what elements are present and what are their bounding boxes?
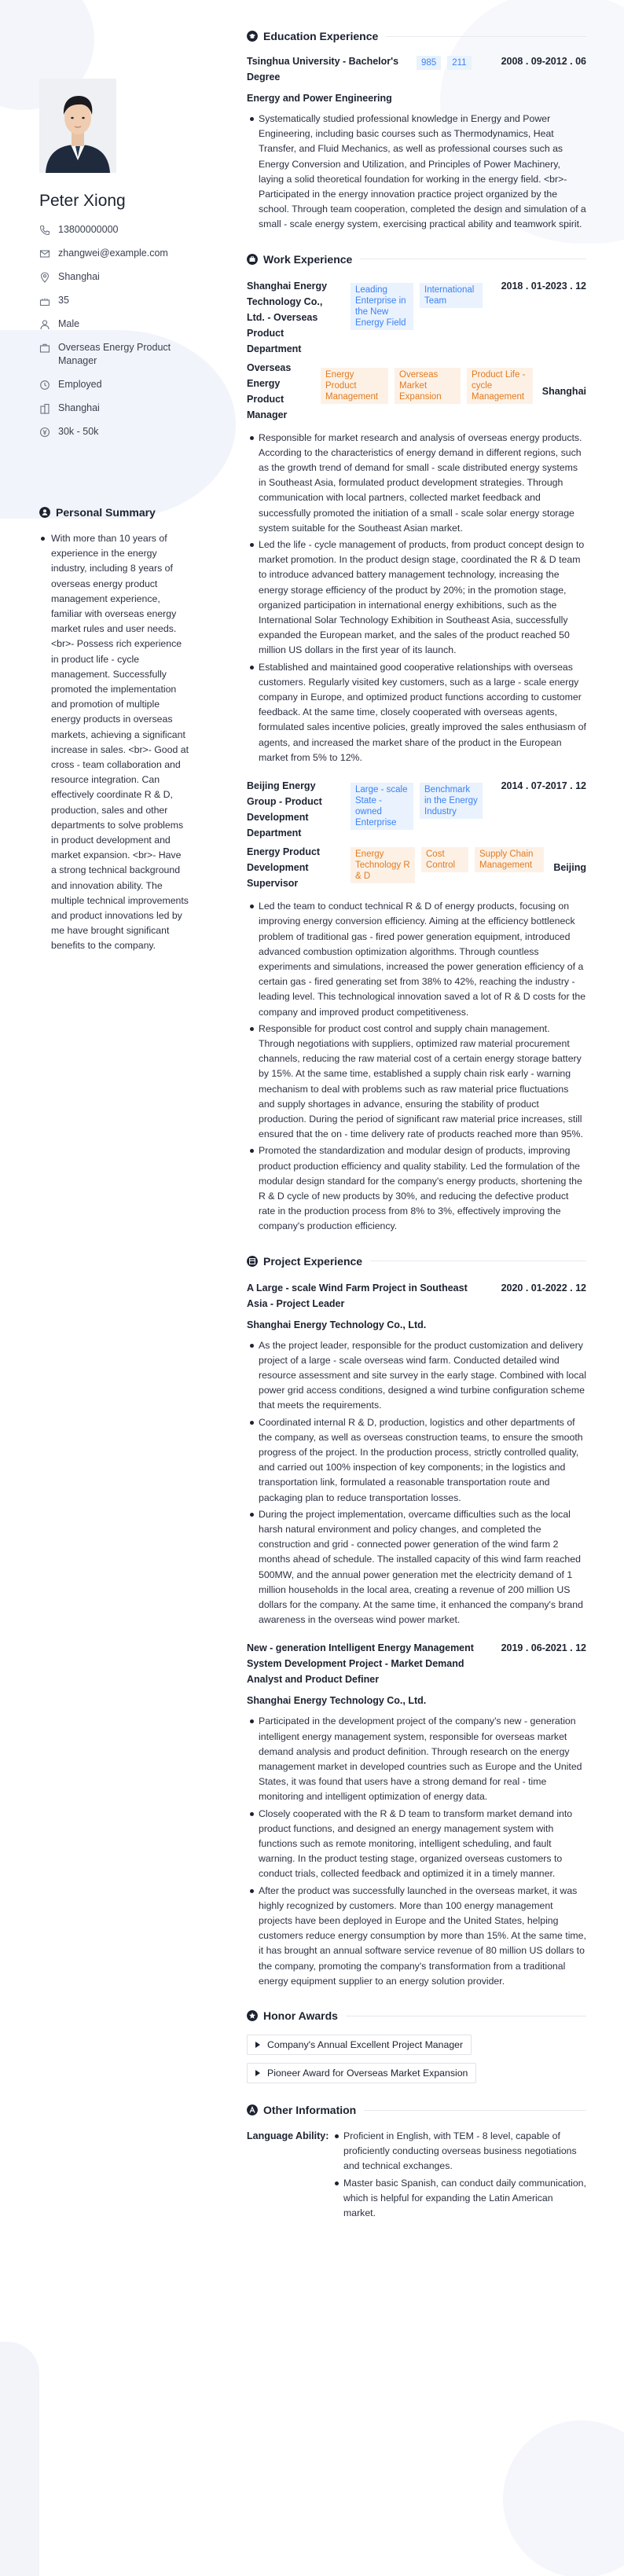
contact-phone: [39, 223, 189, 237]
language-ability: [247, 2129, 586, 2222]
major: Energy and Power Engineering: [247, 93, 392, 104]
triangle-icon: [255, 2042, 260, 2048]
company-tag: Benchmark in the Energy Industry: [420, 783, 483, 819]
salary-icon: [39, 427, 50, 438]
project-icon: [247, 1256, 258, 1267]
phone-icon: [39, 225, 50, 236]
project-date: 2019 . 06-2021 . 12: [501, 1642, 586, 1654]
section-title: Honor Awards: [247, 2009, 338, 2022]
project-org: Shanghai Energy Technology Co., Ltd.: [247, 1695, 427, 1707]
contact-text: 35: [58, 295, 69, 306]
contact-gender: [39, 317, 189, 331]
contact-text: zhangwei@example.com: [58, 248, 168, 259]
award-item: Company's Annual Excellent Project Manager: [247, 2035, 472, 2055]
project-bullet: Participated in the development project of the company's new - generation intelligent energy management system, responsible for overseas market demand analysis and product definition. Through research on the energy management market in developed countries such as Europe and the United States, it was found that users have a strong demand for real - time monitoring and intelligent optimization of energy data.: [247, 1714, 586, 1804]
candidate-name: Peter Xiong: [39, 192, 126, 210]
contact-text: 30k - 50k: [58, 426, 99, 437]
role-tag: Overseas Market Expansion: [395, 368, 461, 404]
triangle-icon: [255, 2070, 260, 2076]
contact-status: [39, 378, 189, 391]
avatar: [39, 79, 116, 173]
gender-icon: [39, 319, 50, 330]
project-bullet: As the project leader, responsible for the product customization and delivery project of a large - scale overseas wind farm. Conducted detailed wind resource assessment and site survey in the early stage. Combined with local power grid access conditions, designed a wind turbine configuration scheme that meets the requirements.: [247, 1338, 586, 1414]
info-label: Language Ability:: [247, 2130, 329, 2142]
city-icon: [39, 403, 50, 414]
project-date: 2020 . 01-2022 . 12: [501, 1282, 586, 1294]
job-bullet: Responsible for product cost control and supply chain management. Through negotiations with suppliers, optimized raw material procurement channels, reducing the raw material cost of a certain energy storage battery by 15%. At the same time, established a supply chain risk early - warning mechanism to deal with problems such as raw material price fluctuations and supply shortages in advance, ensuring the stability of product production. During the period of significant raw material price increases, still ensured that the on - time delivery rate of products reached more than 95%.: [247, 1022, 586, 1143]
contact-age: [39, 294, 189, 307]
section-title: Education Experience: [247, 30, 378, 42]
education-description: Systematically studied professional knowledge in Energy and Power Engineering, including basic courses such as Thermodynamics, Heat Transfer, and Fluid Mechanics, as well as professional courses such as Energy Conversion and Utilization, and Principles of Power Machinery, laying a solid theoretical foundation for working in the energy field. <br>- Participated in the energy innovation practice project organized by the school. Through team cooperation, completed the design and simulation of a small - scale energy system, exercising practical ability and teamwork spirit.: [247, 112, 586, 233]
section-title: Project Experience: [247, 1255, 362, 1268]
contact-list: [39, 223, 189, 449]
other-section: [247, 2104, 586, 2222]
contact-text: 13800000000: [58, 224, 119, 235]
job-bullet: Established and maintained good cooperative relationships with overseas customers. Regularly visited key customers, such as a large - scale energy company in Europe, and optimized product functions according to customer feedback. At the same time, closely cooperated with overseas agents, formulated sales incentive policies, greatly improved the sales enthusiasm of agents, and increased the market share of the product in the European market from 5% to 12%.: [247, 660, 586, 765]
job-bullet: Led the life - cycle management of products, from product concept design to market promotion. In the product design stage, coordinated the R & D team to introduce advanced battery management technology, increasing the energy storage efficiency of the product by 20%; in the promotion stage, organized participation in international energy exhibitions, such as the International Solar Technology Exhibition in Southeast Asia, successfully expanded the European market, and the sales of the product reached 50 million US dollars in the first year of its launch.: [247, 538, 586, 659]
project-org: Shanghai Energy Technology Co., Ltd.: [247, 1319, 427, 1330]
age-icon: [39, 295, 50, 306]
school-name: Tsinghua University - Bachelor's Degree: [247, 56, 399, 83]
section-divider: [386, 36, 586, 37]
role-tag: Cost Control: [421, 847, 468, 872]
email-icon: [39, 248, 50, 259]
contact-salary: [39, 425, 189, 439]
contact-location: [39, 270, 189, 284]
awards-section: [247, 2009, 586, 2083]
contact-email: [39, 247, 189, 260]
contact-position: [39, 341, 189, 368]
project-name: New - generation Intelligent Energy Management System Development Project - Market Demand Analyst and Product Definer: [247, 1642, 474, 1686]
company-tag: Leading Enterprise in the New Energy Field: [351, 283, 413, 330]
job-role: Energy Product Development Supervisor: [247, 846, 321, 890]
status-icon: [39, 380, 50, 391]
location-icon: [39, 272, 50, 283]
info-bullet: Master basic Spanish, can conduct daily communication, which is helpful for expanding the Latin American market.: [332, 2176, 586, 2222]
education-date: 2008 . 09-2012 . 06: [501, 56, 586, 67]
summary-text: With more than 10 years of experience in the energy industry, including 8 years of overseas energy product management experience, familiar with overseas energy market rules and user needs. <br>- Possess rich experience in product life - cycle management. Successfully promoted the implementation and promotion of multiple energy products in overseas markets, achieving a significant increase in sales. <br>- Good at cross - team collaboration and resource integration. Can effectively coordinate R & D, production, sales and other departments to solve problems in product development and market expansion. <br>- Have a strong technical background and innovation ability. The multiple technical improvements and product innovations led by me have brought significant benefits to the company.: [39, 531, 189, 954]
person-icon: [39, 507, 50, 518]
job-bullet: Responsible for market research and analysis of overseas energy products. According to the characteristics of energy demand in different regions, such as the growth trend of demand for small - scale distributed energy systems in Southeast Asia, formulated product development strategies. Through communication with local partners, collected market feedback and successfully promoted the initiation of a small - scale solar energy storage system suitable for the Southeast Asian market.: [247, 431, 586, 536]
section-divider: [364, 2110, 586, 2111]
company-name: Shanghai Energy Technology Co., Ltd. - Overseas Product Department: [247, 280, 328, 354]
role-tag: Energy Technology R & D: [351, 847, 415, 883]
project-entry: [247, 1280, 586, 1628]
role-tag: Energy Product Management: [321, 368, 388, 404]
section-title: Other Information: [247, 2104, 356, 2116]
avatar-portrait: [39, 79, 116, 173]
job-entry: [247, 278, 586, 765]
sidebar: [0, 0, 218, 2576]
contact-city: [39, 402, 189, 415]
contact-text: Male: [58, 318, 80, 329]
award-icon: [247, 2010, 258, 2021]
role-tag: Supply Chain Management: [475, 847, 544, 872]
job-date: 2014 . 07-2017 . 12: [501, 780, 586, 792]
personal-summary: [39, 506, 189, 954]
contact-text: Shanghai: [58, 271, 100, 282]
job-entry: [247, 778, 586, 1234]
job-bullet: Promoted the standardization and modular design of products, improving product production efficiency and quality stability. Led the formulation of the modular design standard for the company's energy products, shortening the R & D cycle of new products by 30%, and reducing the defective product rate in the production process from 8% to 3%, effectively improving the company's production efficiency.: [247, 1143, 586, 1234]
project-section: [247, 1255, 586, 1990]
info-icon: [247, 2104, 258, 2115]
company-tag: Large - scale State - owned Enterprise: [351, 783, 413, 830]
contact-text: Employed: [58, 379, 102, 390]
project-bullet: Coordinated internal R & D, production, logistics and other departments of the company, as well as overseas construction teams, to ensure the smooth progress of the project. In the production process, strictly controlled quality, and carried out 100% inspection of key components; in the logistics and transportation link, formulated a reasonable transportation route and packaging plan to reduce transportation losses.: [247, 1415, 586, 1506]
company-tag: International Team: [420, 283, 483, 308]
school-tag: 985: [417, 56, 441, 70]
section-title: Personal Summary: [39, 506, 189, 519]
project-bullet: After the product was successfully launched in the overseas market, it was highly recognized by customers. More than 100 energy management projects have been deployed in Europe and the United States, helping customers reduce energy consumption by more than 15%. At the same time, it has brought an annual software service revenue of 80 million US dollars to the company, promoting the company's transformation from a traditional energy equipment supplier to an energy solution provider.: [247, 1884, 586, 1989]
project-bullet: During the project implementation, overcame difficulties such as the local harsh natural environment and policy changes, and completed the construction and grid - connected power generation of the wind farm 2 months ahead of schedule. The installed capacity of this wind farm reached 500MW, and the annual power generation met the electricity demand of 1 million households in the local area, creating a revenue of 200 million US dollars for the company. At the same time, it enhanced the company's brand awareness in the overseas wind power market.: [247, 1507, 586, 1628]
section-divider: [370, 1260, 586, 1261]
job-city: Beijing: [553, 862, 586, 874]
briefcase-icon: [39, 343, 50, 354]
school-tag: 211: [447, 56, 471, 70]
job-role: Overseas Energy Product Manager: [247, 361, 292, 420]
main-content: [247, 30, 586, 2243]
job-bullet: Led the team to conduct technical R & D of energy products, focusing on improving energy conversion efficiency. Aiming at the efficiency bottleneck problem of traditional gas - fired power generation equipment, introduced advanced combustion optimization algorithms. Through countless experiments and simulations, increased the power generation efficiency of a certain gas - fired generating set from 38% to 42%, reaching the industry - leading level. This technological innovation saved a lot of R & D costs for the company and improved product competitiveness.: [247, 899, 586, 1020]
work-section: [247, 253, 586, 1235]
job-city: Shanghai: [541, 385, 586, 397]
project-name: A Large - scale Wind Farm Project in Southeast Asia - Project Leader: [247, 1282, 468, 1309]
decor-shape: [503, 2420, 624, 2576]
award-item: Pioneer Award for Overseas Market Expansion: [247, 2063, 476, 2083]
project-entry: [247, 1640, 586, 1989]
section-title: Work Experience: [247, 253, 352, 266]
job-date: 2018 . 01-2023 . 12: [501, 280, 586, 292]
contact-text: Overseas Energy Product Manager: [58, 342, 171, 366]
contact-text: Shanghai: [58, 402, 100, 413]
company-name: Beijing Energy Group - Product Development Department: [247, 780, 322, 839]
education-section: [247, 30, 586, 233]
briefcase-icon: [247, 254, 258, 265]
info-bullet: Proficient in English, with TEM - 8 level, capable of proficiently conducting overseas business negotiations and technical exchanges.: [332, 2129, 586, 2174]
role-tag: Product Life - cycle Management: [467, 368, 533, 404]
education-icon: [247, 31, 258, 42]
project-bullet: Closely cooperated with the R & D team to transform market demand into product functions, and designed an energy management system with functions such as remote monitoring, intelligent scheduling, and fault warning. In the product testing stage, organized overseas customers to conduct trials, collected feedback and optimized it in a timely manner.: [247, 1807, 586, 1882]
